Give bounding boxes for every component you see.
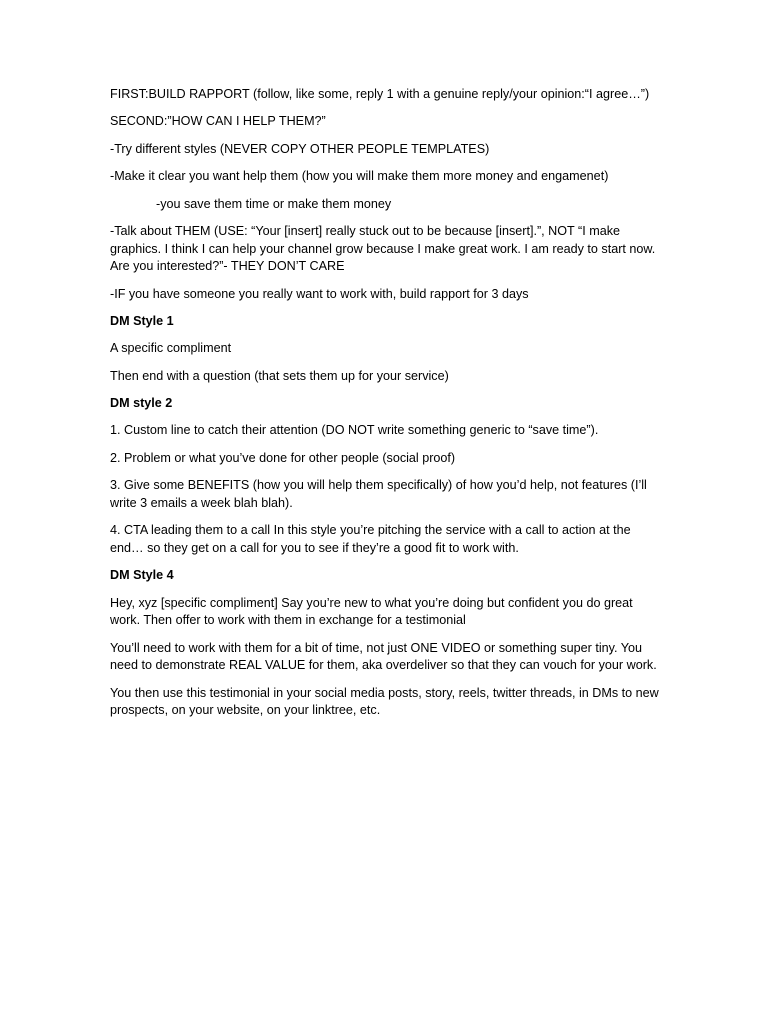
list-item-cta: 4. CTA leading them to a call In this style you’re pitching the service with a call to action at the end… so they get on a call for you to see if they’re a good fit to work with. — [110, 523, 631, 555]
paragraph-hey-xyz: Hey, xyz [specific compliment] Say you’re new to what you’re doing but confident you do great work. Then offer to work with them in exchange for a testimonial — [110, 595, 633, 628]
paragraph-specific-compliment: A specific compliment — [110, 341, 232, 356]
heading-dm-style-4: DM Style 4 — [110, 568, 174, 583]
paragraph-second-help-them: SECOND:”HOW CAN I HELP THEM?” — [110, 114, 326, 129]
list-item-custom-line: 1. Custom line to catch their attention (DO NOT write something generic to “save time”). — [110, 423, 599, 438]
list-item-problem: 2. Problem or what you’ve done for other people (social proof) — [110, 450, 456, 465]
paragraph-make-it-clear: -Make it clear you want help them (how you will make them more money and engamenet) — [110, 169, 609, 184]
heading-dm-style-2: DM style 2 — [110, 396, 173, 411]
paragraph-talk-about-them: -Talk about THEM (USE: “Your [insert] really stuck out to be because [insert].”, NOT “I make graphics. I think I can help your channel grow because I make great work. I am ready to start now. Are you interested?”- THEY DON’T CARE — [110, 223, 656, 274]
document-body — [110, 86, 662, 730]
paragraph-try-styles: -Try different styles (NEVER COPY OTHER PEOPLE TEMPLATES) — [110, 141, 490, 156]
heading-dm-style-1: DM Style 1 — [110, 313, 174, 328]
paragraph-first-build-rapport: FIRST:BUILD RAPPORT (follow, like some, reply 1 with a genuine reply/your opinion:“I agree…”) — [110, 87, 650, 101]
paragraph-end-with-question: Then end with a question (that sets them up for your service) — [110, 368, 449, 383]
paragraph-save-time-indented: -you save them time or make them money — [156, 196, 392, 211]
paragraph-use-testimonial: You then use this testimonial in your social media posts, story, reels, twitter threads, in DMs to new prospects, on your website, on your linktree, etc. — [110, 685, 659, 718]
paragraph-work-with-them: You’ll need to work with them for a bit of time, not just ONE VIDEO or something super tiny. You need to demonstrate REAL VALUE for them, aka overdeliver so that they can vouch for your work. — [110, 640, 657, 673]
paragraph-build-rapport-days: -IF you have someone you really want to work with, build rapport for 3 days — [110, 286, 529, 301]
list-item-benefits: 3. Give some BENEFITS (how you will help them specifically) of how you’d help, not features (I’ll write 3 emails a week blah blah). — [110, 478, 647, 510]
